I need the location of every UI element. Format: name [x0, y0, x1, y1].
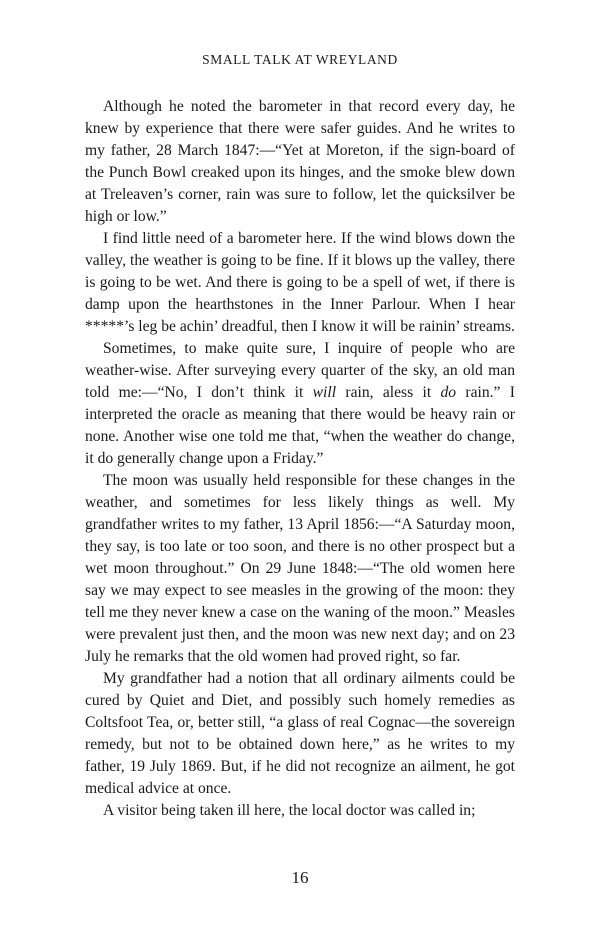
page-number: 16 [291, 868, 309, 887]
emphasis-will: will [312, 384, 337, 401]
emphasis-do: do [440, 384, 457, 401]
paragraph-wind-valley: I find little need of a barometer here. If the wind blows down the valley, the weather is going to be fine. If it blows up the valley, there is going to be wet. And there is going to be a spell of wet, if there is damp upon the hearthstones in the Inner Parlour. When I hear *****’s leg be achin’ dreadful, then I know it will be rainin’ streams. [85, 230, 515, 335]
paragraph-visitor-ill: A visitor being taken ill here, the local doctor was called in; [103, 802, 476, 819]
paragraph-weather-wise-part-3: rain.” I interpreted the oracle as meaning that there would be heavy rain or none. Another wise one told me that, “when the weather do change, it do generally change upon a Friday.” [85, 384, 515, 467]
paragraph-weather-wise [85, 338, 515, 470]
paragraph-barometer-record: Although he noted the barometer in that record every day, he knew by experience that there were safer guides. And he writes to my father, 28 March 1847:—“Yet at Moreton, if the sign-board of the Punch Bowl creaked upon its hinges, and the smoke blew down at Treleaven’s corner, rain was sure to follow, let the quicksilver be high or low.” [85, 98, 515, 225]
running-head: SMALL TALK AT WREYLAND [202, 52, 398, 67]
paragraph-quiet-diet: My grandfather had a notion that all ordinary ailments could be cured by Quiet and Diet, and possibly such homely remedies as Coltsfoot Tea, or, better still, “a glass of real Cognac—the sovereign remedy, but not to be obtained down here,” as he writes to my father, 19 July 1869. But, if he did not recognize an ailment, he got medical advice at once. [85, 670, 515, 797]
paragraph-moon: The moon was usually held responsible for these changes in the weather, and sometimes for less likely things as well. My grandfather writes to my father, 13 April 1856:—“A Saturday moon, they say, is too late or too soon, and there is no other prospect but a wet moon throughout.” On 29 June 1848:—“The old women here say we may expect to see measles in the growing of the moon: they tell me they never knew a case on the waning of the moon.” Measles were prevalent just then, and the moon was new next day; and on 23 July he remarks that the old women had proved right, so far. [85, 472, 515, 665]
body-text [85, 96, 515, 822]
paragraph-weather-wise-part-1: Sometimes, to make quite sure, I inquire of people who are weather-wise. After surveying every quarter of the sky, an old man told me:—“No, I don’t think it [85, 340, 515, 401]
paragraph-weather-wise-part-2: rain, aless it [336, 384, 441, 401]
